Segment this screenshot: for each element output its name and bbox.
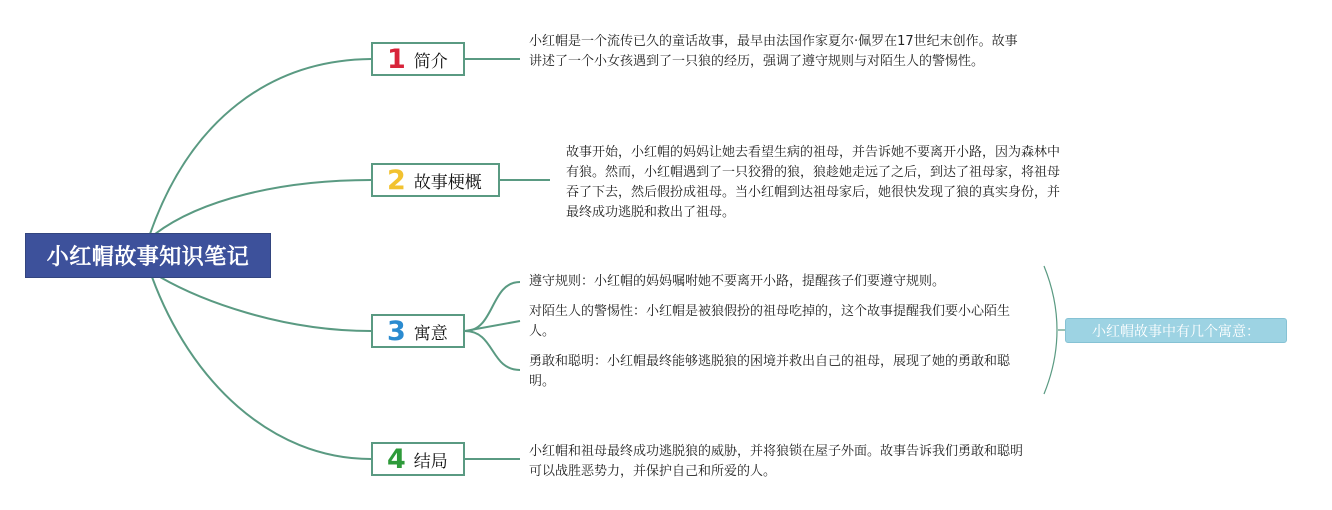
root-title: 小红帽故事知识笔记	[46, 245, 250, 270]
connector-moral-leaf-3	[465, 331, 520, 370]
summary-label: 小红帽故事中有几个寓意：	[1092, 323, 1260, 340]
leaf-moral-rules[interactable]: 遵守规则：小红帽的妈妈嘱咐她不要离开小路，提醒孩子们要遵守规则。	[529, 274, 946, 289]
leaf-intro-text[interactable]: 小红帽是一个流传已久的童话故事，最早由法国作家夏尔·佩罗在17世纪末创作。故事讲述了一个小女孩遇到了一只狼的经历，强调了遵守规则与对陌生人的警惕性。	[529, 34, 1018, 69]
leaf-moral-bravery[interactable]: 勇敢和聪明：小红帽最终能够逃脱狼的困境并救出自己的祖母，展现了她的勇敢和聪明。	[529, 354, 1011, 389]
branch-intro[interactable]	[371, 42, 465, 76]
connector-root-to-synopsis	[155, 180, 371, 234]
connector-moral-leaf-1	[465, 282, 520, 331]
leaf-synopsis-text[interactable]: 故事开始，小红帽的妈妈让她去看望生病的祖母，并告诉她不要离开小路，因为森林中有狼。然而，小红帽遇到了一只狡猾的狼，狼趁她走远了之后，到达了祖母家，将祖母吞了下去，然后假扮成祖母。当小红帽到达祖母家后，她很快发现了狼的真实身份，并最终成功逃脱和救出了祖母。	[566, 145, 1061, 220]
branch-number-4: 4	[387, 443, 406, 475]
connector-root-to-ending	[152, 277, 371, 459]
branch-number-3: 3	[387, 315, 406, 347]
branch-label-intro: 简介	[413, 51, 448, 72]
branch-number-1: 1	[387, 43, 406, 75]
branch-number-2: 2	[387, 164, 406, 196]
branch-synopsis[interactable]	[371, 163, 500, 197]
root-topic[interactable]	[26, 234, 270, 277]
branch-label-moral: 寓意	[413, 323, 448, 344]
branch-moral[interactable]	[371, 314, 465, 348]
leaf-moral-strangers[interactable]: 对陌生人的警惕性：小红帽是被狼假扮的祖母吃掉的，这个故事提醒我们要小心陌生人。	[529, 304, 1011, 339]
summary-bracket	[1044, 266, 1057, 394]
branch-ending[interactable]	[371, 442, 465, 476]
branch-label-ending: 结局	[413, 451, 448, 472]
connector-root-to-intro	[150, 59, 371, 234]
branch-label-synopsis: 故事梗概	[413, 172, 482, 193]
connector-root-to-moral	[160, 277, 371, 331]
summary-topic[interactable]	[1065, 318, 1287, 343]
leaf-ending-text[interactable]: 小红帽和祖母最终成功逃脱狼的威胁，并将狼锁在屋子外面。故事告诉我们勇敢和聪明可以战胜恶势力，并保护自己和所爱的人。	[529, 444, 1024, 479]
connector-moral-leaf-2	[465, 321, 520, 331]
